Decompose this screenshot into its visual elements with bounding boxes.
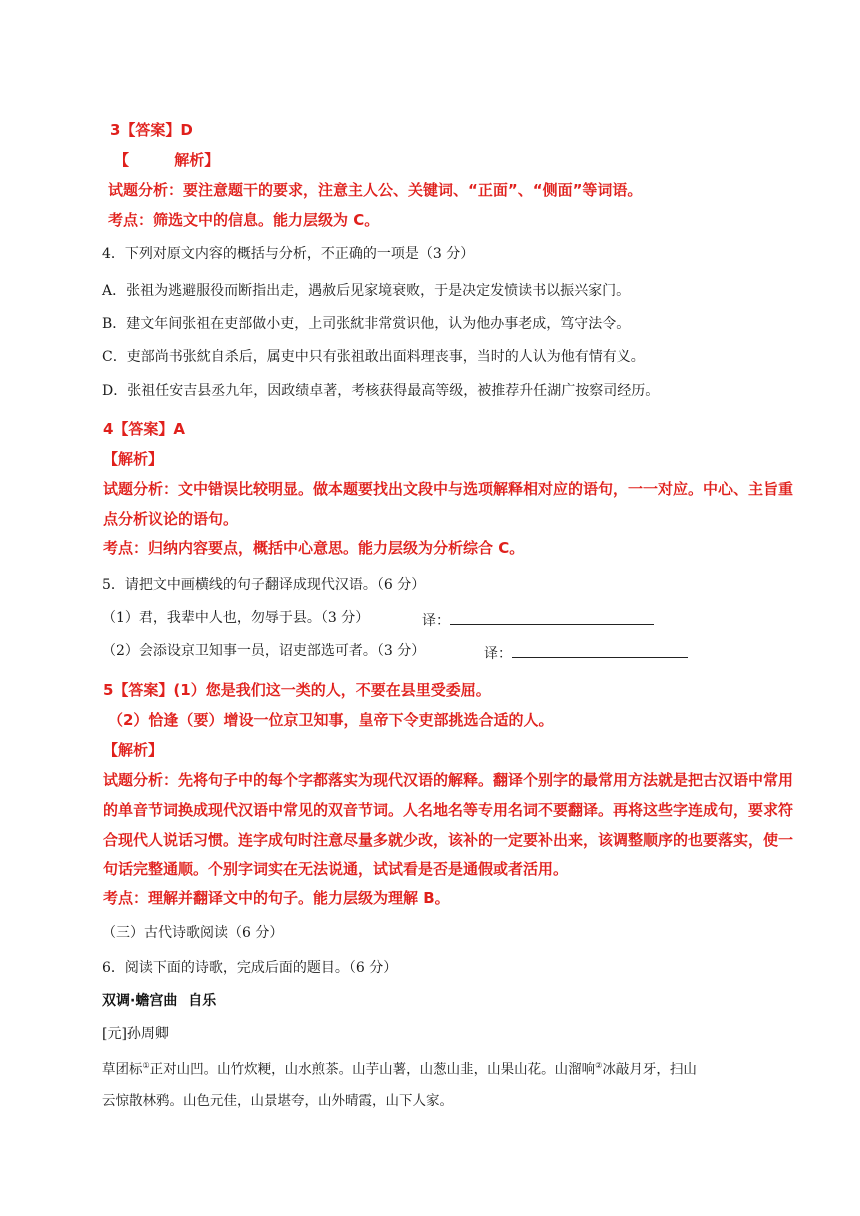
section3-heading: （三）古代诗歌阅读（6 分）: [102, 925, 284, 941]
footnote-marker-1: ①: [142, 1061, 150, 1070]
q4-answer: 4【答案】A: [103, 420, 186, 438]
poem-author: [元]孙周卿: [102, 1026, 169, 1042]
q3-analysis-label: 【 解析】: [114, 151, 220, 169]
q5-item1-translate-label: 译：: [422, 613, 450, 629]
q5-item1-translate: [422, 610, 654, 630]
q4-analysis-line2: 点分析议论的语句。: [103, 510, 239, 528]
q6-stem: 6．阅读下面的诗歌，完成后面的题目。（6 分）: [102, 960, 398, 976]
q4-option-b: B．建文年间张祖在吏部做小吏，上司张紞非常赏识他，认为他办事老成，笃守法令。: [102, 316, 631, 332]
q5-analysis-label: 【解析】: [103, 741, 164, 759]
q4-stem: 4．下列对原文内容的概括与分析，不正确的一项是（3 分）: [102, 246, 475, 262]
poem-line2: 云惊散林鸦。山色元佳，山景堪夸，山外晴霞，山下人家。: [102, 1093, 453, 1109]
q5-item2-translate-label: 译：: [484, 646, 512, 662]
q5-point: 考点：理解并翻译文中的句子。能力层级为理解 B。: [103, 889, 450, 907]
q5-analysis-line4: 句话完整通顺。个别字词实在无法说通，试试看是否是通假或者活用。: [103, 860, 569, 878]
q5-item2-text: （2）会添设京卫知事一员，诏吏部选可者。（3 分）: [102, 643, 426, 659]
q4-analysis-line1: 试题分析：文中错误比较明显。做本题要找出文段中与选项解释相对应的语句，一一对应。中心、主旨重: [103, 480, 794, 498]
q4-option-c: C．吏部尚书张紞自杀后，属吏中只有张祖敢出面料理丧事，当时的人认为他有情有义。: [102, 349, 645, 365]
poem-line1-a: 草团标: [102, 1061, 143, 1078]
footnote-marker-2: ②: [595, 1061, 603, 1070]
q4-option-d: D．张祖任安吉县丞九年，因政绩卓著，考核获得最高等级，被推荐升任湖广按察司经历。: [102, 383, 660, 399]
q5-analysis-line3: 合现代人说话习惯。连字成句时注意尽量多就少改，该补的一定要补出来，该调整顺序的也要落实，使一: [103, 831, 794, 849]
poem-title: 双调·蟾宫曲 自乐: [102, 993, 217, 1009]
q5-analysis-line2: 的单音节词换成现代汉语中常见的双音节词。人名地名等专用名词不要翻译。再将这些字连成句，要求符: [103, 801, 794, 819]
q5-answer-line2: （2）恰逢（要）增设一位京卫知事，皇帝下令吏部挑选合适的人。: [108, 711, 554, 729]
q4-option-a: A．张祖为逃避服役而断指出走，遇赦后见家境衰败，于是决定发愤读书以振兴家门。: [102, 283, 631, 299]
poem-line1-b: 正对山凹。山竹炊粳，山水煎茶。山芋山薯，山葱山韭，山果山花。山溜响: [149, 1061, 596, 1078]
q5-item2-blank[interactable]: [512, 643, 688, 658]
q5-item1-blank[interactable]: [450, 610, 654, 625]
q5-item2: [102, 643, 425, 660]
q3-point: 考点：筛选文中的信息。能力层级为 C。: [108, 211, 380, 229]
q3-answer: 3【答案】D: [110, 121, 193, 139]
poem-line1-c: 冰敲月牙，扫山: [602, 1061, 697, 1078]
q5-stem: 5．请把文中画横线的句子翻译成现代汉语。（6 分）: [102, 577, 426, 593]
q4-point: 考点：归纳内容要点，概括中心意思。能力层级为分析综合 C。: [103, 539, 525, 557]
q5-item1-text: （1）君，我辈中人也，勿辱于县。（3 分）: [102, 610, 370, 626]
poem-line1: [102, 1061, 697, 1078]
q5-item1: [102, 610, 369, 627]
q5-analysis-line1: 试题分析：先将句子中的每个字都落实为现代汉语的解释。翻译个别字的最常用方法就是把古汉语中常用: [103, 771, 794, 789]
q4-analysis-label: 【解析】: [103, 450, 164, 468]
q5-item2-translate: [484, 643, 688, 663]
q3-analysis-text: 试题分析：要注意题干的要求，注意主人公、关键词、“正面”、“侧面”等词语。: [108, 181, 643, 199]
q5-answer-line1: 5【答案】(1）您是我们这一类的人，不要在县里受委屈。: [103, 681, 491, 699]
